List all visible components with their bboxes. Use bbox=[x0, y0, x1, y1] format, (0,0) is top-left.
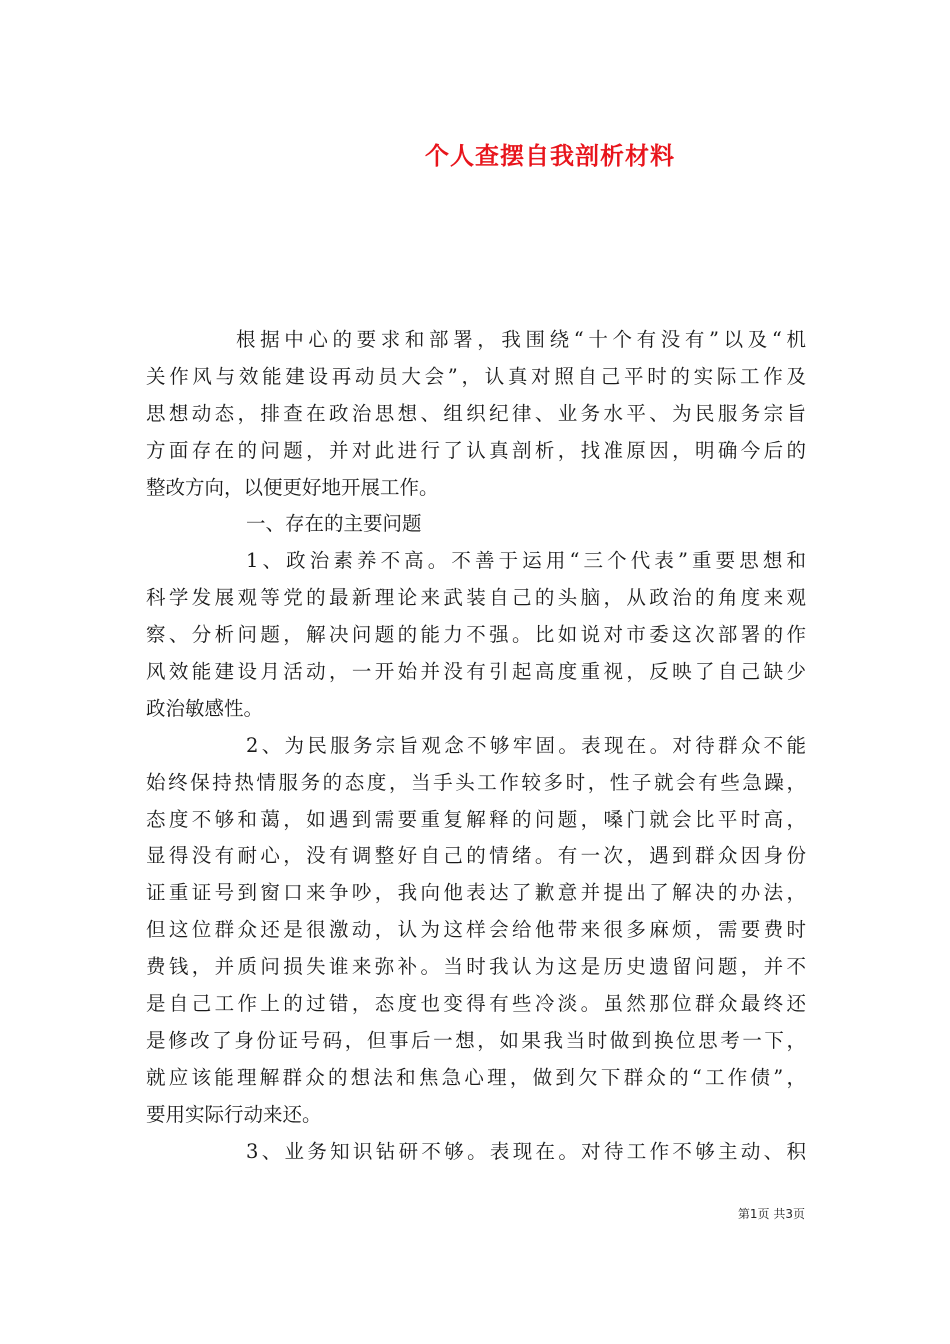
document-title: 个人查摆自我剖析材料 bbox=[425, 142, 675, 170]
text-line: 态度不够和蔼，如遇到需要重复解释的问题，嗓门就会比平时高， bbox=[146, 807, 806, 831]
text-line: 整改方向，以便更好地开展工作。 bbox=[146, 475, 439, 499]
text-line: 要用实际行动来还。 bbox=[146, 1102, 322, 1126]
text-line: 关作风与效能建设再动员大会”，认真对照自己平时的实际工作及 bbox=[146, 364, 806, 388]
text-line: 1、政治素养不高。不善于运用“三个代表”重要思想和 bbox=[246, 549, 806, 573]
text-line: 始终保持热情服务的态度，当手头工作较多时，性子就会有些急躁， bbox=[146, 770, 806, 794]
text-line: 思想动态，排查在政治思想、组织纪律、业务水平、为民服务宗旨 bbox=[146, 401, 806, 425]
text-line: 察、分析问题，解决问题的能力不强。比如说对市委这次部署的作 bbox=[146, 623, 806, 647]
text-line: 就应该能理解群众的想法和焦急心理，做到欠下群众的“工作债”， bbox=[146, 1065, 806, 1089]
text-line: 3、业务知识钻研不够。表现在。对待工作不够主动、积 bbox=[246, 1139, 806, 1163]
text-line: 2、为民服务宗旨观念不够牢固。表现在。对待群众不能 bbox=[246, 733, 806, 757]
text-line: 是自己工作上的过错，态度也变得有些冷淡。虽然那位群众最终还 bbox=[146, 992, 806, 1016]
document-body bbox=[146, 322, 806, 1170]
text-line: 一、存在的主要问题 bbox=[246, 512, 422, 536]
text-line: 费钱，并质问损失谁来弥补。当时我认为这是历史遗留问题，并不 bbox=[146, 955, 806, 979]
text-line: 证重证号到窗口来争吵，我向他表达了歉意并提出了解决的办法， bbox=[146, 881, 806, 905]
text-line: 科学发展观等党的最新理论来武装自己的头脑，从政治的角度来观 bbox=[146, 586, 806, 610]
page-footer: 第1页 共3页 bbox=[737, 1207, 805, 1221]
text-line: 方面存在的问题，并对此进行了认真剖析，找准原因，明确今后的 bbox=[146, 438, 806, 462]
text-line: 但这位群众还是很激动，认为这样会给他带来很多麻烦，需要费时 bbox=[146, 918, 806, 942]
text-line: 政治敏感性。 bbox=[146, 696, 264, 720]
text-line: 根据中心的要求和部署，我围绕“十个有没有”以及“机 bbox=[236, 328, 806, 351]
text-line: 是修改了身份证号码，但事后一想，如果我当时做到换位思考一下， bbox=[146, 1028, 806, 1052]
text-line: 风效能建设月活动，一开始并没有引起高度重视，反映了自己缺少 bbox=[146, 660, 806, 684]
text-line: 显得没有耐心，没有调整好自己的情绪。有一次，遇到群众因身份 bbox=[146, 844, 806, 868]
